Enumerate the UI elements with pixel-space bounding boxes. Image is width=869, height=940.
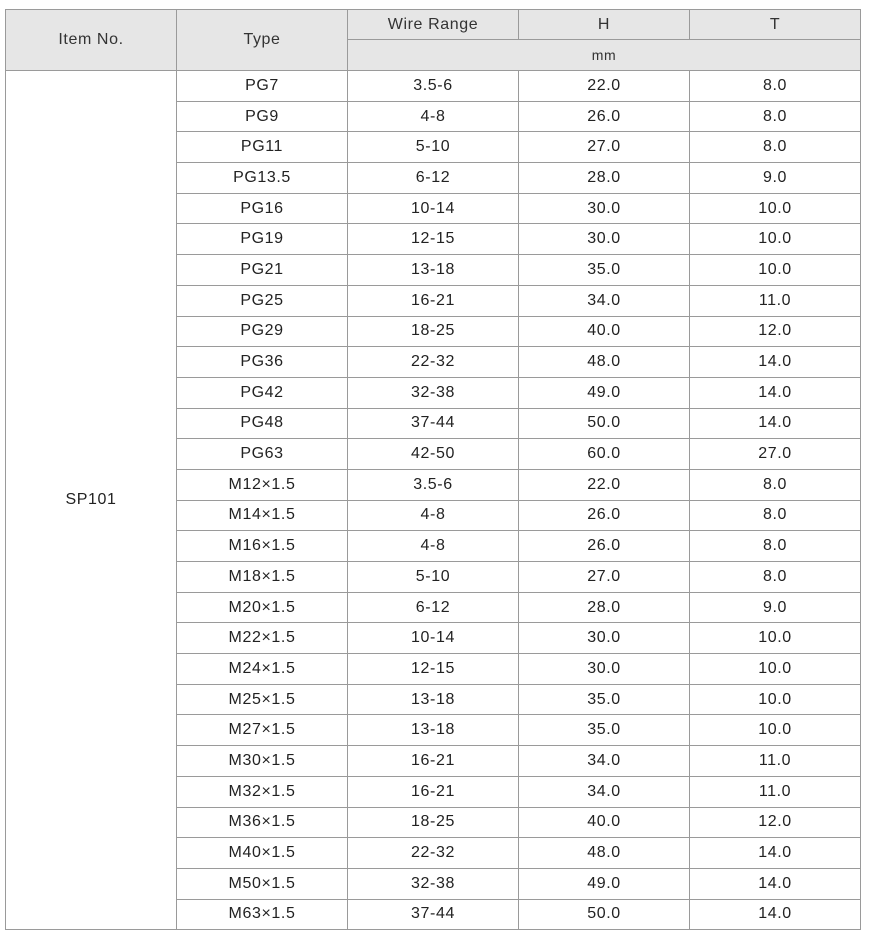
cell-type: PG36 — [177, 347, 348, 378]
cell-h: 27.0 — [519, 132, 690, 163]
cell-type: PG29 — [177, 316, 348, 347]
cell-wire-range: 18-25 — [348, 807, 519, 838]
header-row — [6, 10, 861, 40]
cell-type: PG16 — [177, 193, 348, 224]
cell-h: 35.0 — [519, 715, 690, 746]
cell-wire-range: 4-8 — [348, 101, 519, 132]
cell-h: 26.0 — [519, 101, 690, 132]
cell-type: PG25 — [177, 285, 348, 316]
cell-wire-range: 42-50 — [348, 439, 519, 470]
cell-type: PG63 — [177, 439, 348, 470]
cell-wire-range: 16-21 — [348, 776, 519, 807]
cell-h: 22.0 — [519, 469, 690, 500]
cell-wire-range: 5-10 — [348, 562, 519, 593]
cell-wire-range: 13-18 — [348, 684, 519, 715]
cell-type: PG19 — [177, 224, 348, 255]
cell-type: M22×1.5 — [177, 623, 348, 654]
cell-type: M20×1.5 — [177, 592, 348, 623]
cell-type: M27×1.5 — [177, 715, 348, 746]
cell-h: 40.0 — [519, 807, 690, 838]
cell-t: 14.0 — [690, 377, 861, 408]
cell-type: M63×1.5 — [177, 899, 348, 930]
cell-h: 28.0 — [519, 592, 690, 623]
cell-wire-range: 6-12 — [348, 163, 519, 194]
cell-wire-range: 5-10 — [348, 132, 519, 163]
cell-item-no: SP101 — [6, 71, 177, 930]
cell-h: 60.0 — [519, 439, 690, 470]
cell-t: 8.0 — [690, 562, 861, 593]
cell-type: M12×1.5 — [177, 469, 348, 500]
cell-wire-range: 4-8 — [348, 531, 519, 562]
cell-type: PG9 — [177, 101, 348, 132]
cell-wire-range: 10-14 — [348, 193, 519, 224]
cell-h: 34.0 — [519, 285, 690, 316]
spec-table-container — [5, 9, 861, 930]
cell-h: 48.0 — [519, 838, 690, 869]
table-header — [6, 10, 861, 71]
cell-type: PG42 — [177, 377, 348, 408]
cell-t: 10.0 — [690, 684, 861, 715]
cell-h: 48.0 — [519, 347, 690, 378]
header-h: H — [519, 10, 690, 40]
cell-t: 8.0 — [690, 101, 861, 132]
cell-t: 8.0 — [690, 132, 861, 163]
header-type: Type — [177, 10, 348, 71]
cell-type: M40×1.5 — [177, 838, 348, 869]
cell-h: 26.0 — [519, 500, 690, 531]
cell-wire-range: 12-15 — [348, 224, 519, 255]
table-body — [6, 71, 861, 930]
cell-wire-range: 32-38 — [348, 377, 519, 408]
cell-wire-range: 22-32 — [348, 838, 519, 869]
cell-t: 27.0 — [690, 439, 861, 470]
cell-wire-range: 4-8 — [348, 500, 519, 531]
cell-wire-range: 16-21 — [348, 746, 519, 777]
cell-t: 10.0 — [690, 715, 861, 746]
cell-t: 14.0 — [690, 868, 861, 899]
cell-type: M50×1.5 — [177, 868, 348, 899]
cell-type: PG48 — [177, 408, 348, 439]
cell-t: 10.0 — [690, 193, 861, 224]
cell-t: 10.0 — [690, 654, 861, 685]
cell-t: 8.0 — [690, 531, 861, 562]
cell-t: 14.0 — [690, 838, 861, 869]
cell-t: 12.0 — [690, 807, 861, 838]
cell-h: 34.0 — [519, 776, 690, 807]
cell-wire-range: 18-25 — [348, 316, 519, 347]
header-unit: mm — [348, 40, 861, 71]
cell-t: 10.0 — [690, 255, 861, 286]
cell-h: 26.0 — [519, 531, 690, 562]
cell-t: 8.0 — [690, 71, 861, 102]
cell-h: 49.0 — [519, 868, 690, 899]
cell-type: PG13.5 — [177, 163, 348, 194]
table-row — [6, 71, 861, 102]
cell-wire-range: 12-15 — [348, 654, 519, 685]
cell-h: 35.0 — [519, 255, 690, 286]
cell-wire-range: 16-21 — [348, 285, 519, 316]
header-t: T — [690, 10, 861, 40]
cell-type: M25×1.5 — [177, 684, 348, 715]
cell-t: 9.0 — [690, 592, 861, 623]
cell-h: 35.0 — [519, 684, 690, 715]
cell-wire-range: 22-32 — [348, 347, 519, 378]
cell-type: M30×1.5 — [177, 746, 348, 777]
cell-h: 49.0 — [519, 377, 690, 408]
cell-t: 14.0 — [690, 408, 861, 439]
header-wire-range: Wire Range — [348, 10, 519, 40]
cell-h: 50.0 — [519, 408, 690, 439]
cell-h: 22.0 — [519, 71, 690, 102]
cell-t: 11.0 — [690, 285, 861, 316]
cell-t: 14.0 — [690, 347, 861, 378]
cell-t: 10.0 — [690, 623, 861, 654]
cell-type: PG7 — [177, 71, 348, 102]
cell-wire-range: 37-44 — [348, 899, 519, 930]
cell-type: M14×1.5 — [177, 500, 348, 531]
cell-type: M32×1.5 — [177, 776, 348, 807]
cell-h: 50.0 — [519, 899, 690, 930]
cell-h: 30.0 — [519, 193, 690, 224]
cell-h: 40.0 — [519, 316, 690, 347]
cell-h: 30.0 — [519, 654, 690, 685]
cell-type: M18×1.5 — [177, 562, 348, 593]
cell-type: PG11 — [177, 132, 348, 163]
cell-wire-range: 32-38 — [348, 868, 519, 899]
cell-type: PG21 — [177, 255, 348, 286]
cell-t: 12.0 — [690, 316, 861, 347]
cell-t: 10.0 — [690, 224, 861, 255]
cell-type: M16×1.5 — [177, 531, 348, 562]
cell-wire-range: 13-18 — [348, 715, 519, 746]
cell-h: 30.0 — [519, 623, 690, 654]
cell-t: 8.0 — [690, 469, 861, 500]
cell-type: M24×1.5 — [177, 654, 348, 685]
spec-table — [5, 9, 861, 930]
cell-t: 8.0 — [690, 500, 861, 531]
cell-wire-range: 10-14 — [348, 623, 519, 654]
cell-h: 34.0 — [519, 746, 690, 777]
cell-h: 30.0 — [519, 224, 690, 255]
cell-wire-range: 6-12 — [348, 592, 519, 623]
cell-t: 14.0 — [690, 899, 861, 930]
header-item-no: Item No. — [6, 10, 177, 71]
cell-h: 28.0 — [519, 163, 690, 194]
cell-type: M36×1.5 — [177, 807, 348, 838]
cell-h: 27.0 — [519, 562, 690, 593]
cell-wire-range: 3.5-6 — [348, 469, 519, 500]
cell-t: 9.0 — [690, 163, 861, 194]
cell-wire-range: 3.5-6 — [348, 71, 519, 102]
cell-t: 11.0 — [690, 776, 861, 807]
cell-wire-range: 37-44 — [348, 408, 519, 439]
cell-t: 11.0 — [690, 746, 861, 777]
cell-wire-range: 13-18 — [348, 255, 519, 286]
